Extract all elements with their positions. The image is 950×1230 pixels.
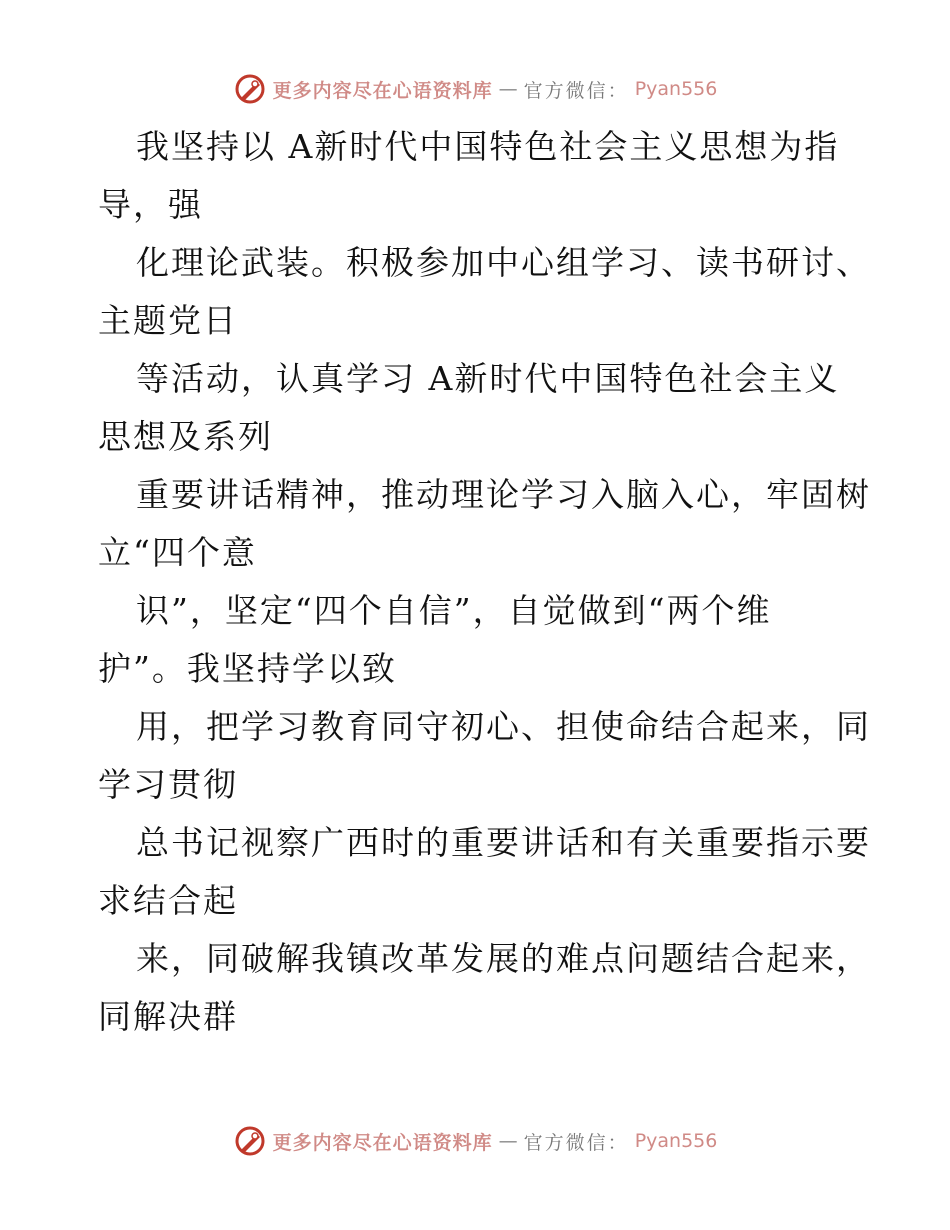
paragraph-line-1: 识”，坚定“四个自信”，自觉做到“两个维 (136, 591, 772, 630)
paragraph-line-1: 总书记视察广西时的重要讲话和有关重要指示要 (136, 823, 871, 862)
paragraph-line-1: 重要讲话精神，推动理论学习入脑入心，牢固树 (136, 475, 871, 514)
watermark-dash: — (498, 78, 518, 100)
paragraph-line-1: 来，同破解我镇改革发展的难点问题结合起来， (136, 939, 871, 978)
watermark-site-text: 更多内容尽在心语资料库 (272, 1131, 493, 1154)
paragraph-line-2: 同解决群 (98, 997, 238, 1036)
header-watermark (0, 72, 950, 106)
pen-circle-icon (233, 1124, 267, 1158)
paragraph-line-1: 等活动，认真学习 A新时代中国特色社会主义 (136, 359, 840, 398)
paragraph (0, 118, 950, 234)
paragraph-line-2: 思想及系列 (98, 417, 273, 456)
watermark-official-label: 官方微信： (523, 79, 629, 102)
paragraph-line-2: 求结合起 (98, 881, 238, 920)
watermark-site-text: 更多内容尽在心语资料库 (272, 79, 493, 102)
paragraph (0, 582, 950, 698)
paragraph (0, 814, 950, 930)
paragraph-line-2: 立“四个意 (98, 533, 257, 572)
watermark-official-label: 官方微信： (523, 1131, 629, 1154)
paragraph-line-2: 主题党日 (98, 301, 238, 340)
footer-watermark (0, 1124, 950, 1158)
paragraph-line-1: 化理论武装。积极参加中心组学习、读书研讨、 (136, 243, 871, 282)
watermark-account-id: Pyan556 (634, 1130, 718, 1152)
paragraph (0, 698, 950, 814)
paragraph-line-2: 导，强 (98, 185, 203, 224)
paragraph (0, 466, 950, 582)
watermark-dash: — (498, 1130, 518, 1152)
paragraph-line-2: 学习贯彻 (98, 765, 238, 804)
paragraph (0, 930, 950, 1046)
document-body (0, 118, 950, 1046)
paragraph (0, 234, 950, 350)
paragraph-line-1: 用，把学习教育同守初心、担使命结合起来，同 (136, 707, 871, 746)
pen-circle-icon (233, 72, 267, 106)
paragraph-line-2: 护”。我坚持学以致 (98, 649, 397, 688)
watermark-account-id: Pyan556 (634, 78, 718, 100)
paragraph-line-1: 我坚持以 A新时代中国特色社会主义思想为指 (136, 127, 840, 166)
paragraph (0, 350, 950, 466)
